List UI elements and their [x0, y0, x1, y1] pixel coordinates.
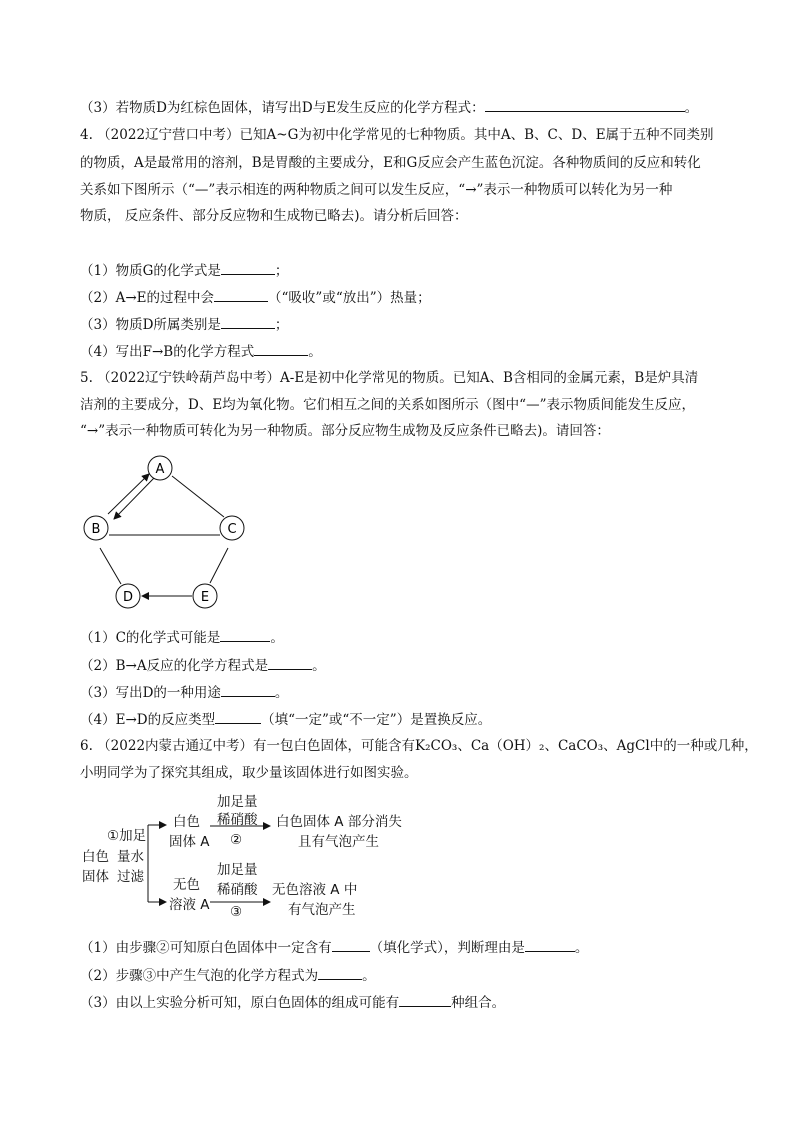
svg-text:E: E — [200, 590, 210, 605]
q5-sub1: （1）C的化学式可能是 。 — [80, 627, 736, 647]
answer-blank[interactable] — [399, 992, 451, 1007]
q5-stem-line2: 洁剂的主要成分，D、E均为氧化物。它们相互之间的关系如图所示（图中“—”表示物质间能发生反应， — [80, 397, 695, 413]
answer-blank[interactable] — [215, 709, 261, 724]
answer-blank[interactable] — [485, 97, 685, 112]
step1-label-1: ①加足 — [107, 828, 147, 844]
step2-number: ② — [230, 832, 243, 848]
result3-line1: 无色溶液 A 中 — [272, 882, 358, 898]
answer-blank[interactable] — [318, 965, 362, 980]
q5-relationship-diagram — [76, 450, 256, 615]
answer-blank[interactable] — [221, 682, 275, 697]
q6-sub2: （2）步骤③中产生气泡的化学方程式为 。 — [80, 965, 736, 985]
answer-blank[interactable] — [214, 287, 268, 302]
q4-sub1: （1）物质G的化学式是 ； — [80, 260, 736, 280]
arrow-a-to-b — [114, 478, 154, 519]
answer-blank[interactable] — [268, 655, 312, 670]
q5-stem-line1: 5. （2022辽宁铁岭葫芦岛中考）A-E是初中化学常见的物质。已知A、B含相同的金属元素，B是炉具清 — [80, 370, 699, 386]
answer-blank[interactable] — [254, 341, 308, 356]
node-b — [84, 516, 108, 540]
svg-text:C: C — [227, 522, 237, 537]
reagent2-line1: 加足量 — [217, 794, 258, 810]
reagent2-line2: 稀硝酸 — [217, 812, 258, 828]
q6-experiment-flowchart — [80, 793, 460, 923]
q5-sub2: （2）B→A反应的化学方程式是 。 — [80, 655, 736, 675]
answer-blank[interactable] — [221, 314, 275, 329]
q4-stem-line4: 物质， 反应条件、部分反应物和生成物已略去)。请分析后回答： — [80, 208, 468, 224]
q4-sub2: （2）A→E的过程中会 （“吸收”或“放出”）热量； — [80, 287, 736, 307]
q3-item3: （3）若物质D为红棕色固体，请写出D与E发生反应的化学方程式： 。 — [80, 97, 736, 117]
answer-blank[interactable] — [221, 260, 275, 275]
result2-line1: 白色固体 A 部分消失 — [276, 814, 402, 830]
q6-stem-line2: 小明同学为了探究其组成，取少量该固体进行如图实验。 — [80, 765, 418, 781]
link-a-c — [172, 476, 224, 517]
node-e — [193, 584, 217, 608]
answer-blank[interactable] — [332, 937, 370, 952]
colorless-solution-a-1: 无色 — [173, 877, 200, 893]
q4-sub4: （4）写出F→B的化学方程式 。 — [80, 341, 736, 361]
reagent3-line2: 稀硝酸 — [217, 882, 258, 898]
white-solid-a-1: 白色 — [173, 814, 200, 830]
q4-stem-line3: 关系如下图所示（“—”表示相连的两种物质之间可以发生反应，“→”表示一种物质可以转化为另一种 — [80, 182, 673, 198]
start-label-1: 白色 — [82, 849, 109, 865]
svg-text:D: D — [122, 590, 134, 605]
answer-blank[interactable] — [220, 627, 270, 642]
q5-sub4: （4）E→D的反应类型 （填“一定”或“不一定”）是置换反应。 — [80, 709, 736, 729]
step3-number: ③ — [230, 904, 243, 920]
node-c — [220, 516, 244, 540]
q5-stem-line3: “→”表示一种物质可转化为另一种物质。部分反应物生成物及反应条件已略去)。请回答： — [80, 423, 610, 439]
start-label-2: 固体 — [82, 869, 109, 885]
q4-stem-line1: 4. （2022辽宁营口中考）已知A~G为初中化学常见的七种物质。其中A、B、C、D、E属于五种不同类别 — [80, 127, 714, 143]
step1-label-3: 过滤 — [117, 869, 144, 885]
arrow-b-to-a — [108, 474, 149, 514]
colorless-solution-a-2: 溶液 A — [169, 897, 210, 913]
q6-stem-line1: 6. （2022内蒙古通辽中考）有一包白色固体，可能含有K₂CO₃、Ca（OH）₂、CaCO₃、AgCl中的一种或几种， — [80, 738, 758, 754]
link-b-d — [100, 548, 121, 584]
q4-sub3: （3）物质D所属类别是 ； — [80, 314, 736, 334]
link-c-e — [210, 548, 228, 583]
q6-sub3: （3）由以上实验分析可知，原白色固体的组成可能有 种组合。 — [80, 992, 736, 1012]
node-a — [148, 456, 172, 480]
q5-sub3: （3）写出D的一种用途 。 — [80, 682, 736, 702]
answer-blank[interactable] — [525, 937, 575, 952]
svg-text:A: A — [155, 462, 165, 477]
result3-line2: 有气泡产生 — [288, 902, 356, 918]
q6-sub1: （1）由步骤②可知原白色固体中一定含有 （填化学式），判断理由是 。 — [80, 937, 736, 957]
reagent3-line1: 加足量 — [217, 862, 258, 878]
q4-stem-line2: 的物质，A是最常用的溶剂，B是胃酸的主要成分，E和G反应会产生蓝色沉淀。各种物质间的反应和转化 — [80, 155, 701, 171]
svg-text:B: B — [91, 522, 101, 537]
white-solid-a-2: 固体 A — [169, 834, 210, 850]
node-d — [116, 584, 140, 608]
result2-line2: 且有气泡产生 — [298, 834, 379, 850]
step1-label-2: 量水 — [117, 849, 144, 865]
